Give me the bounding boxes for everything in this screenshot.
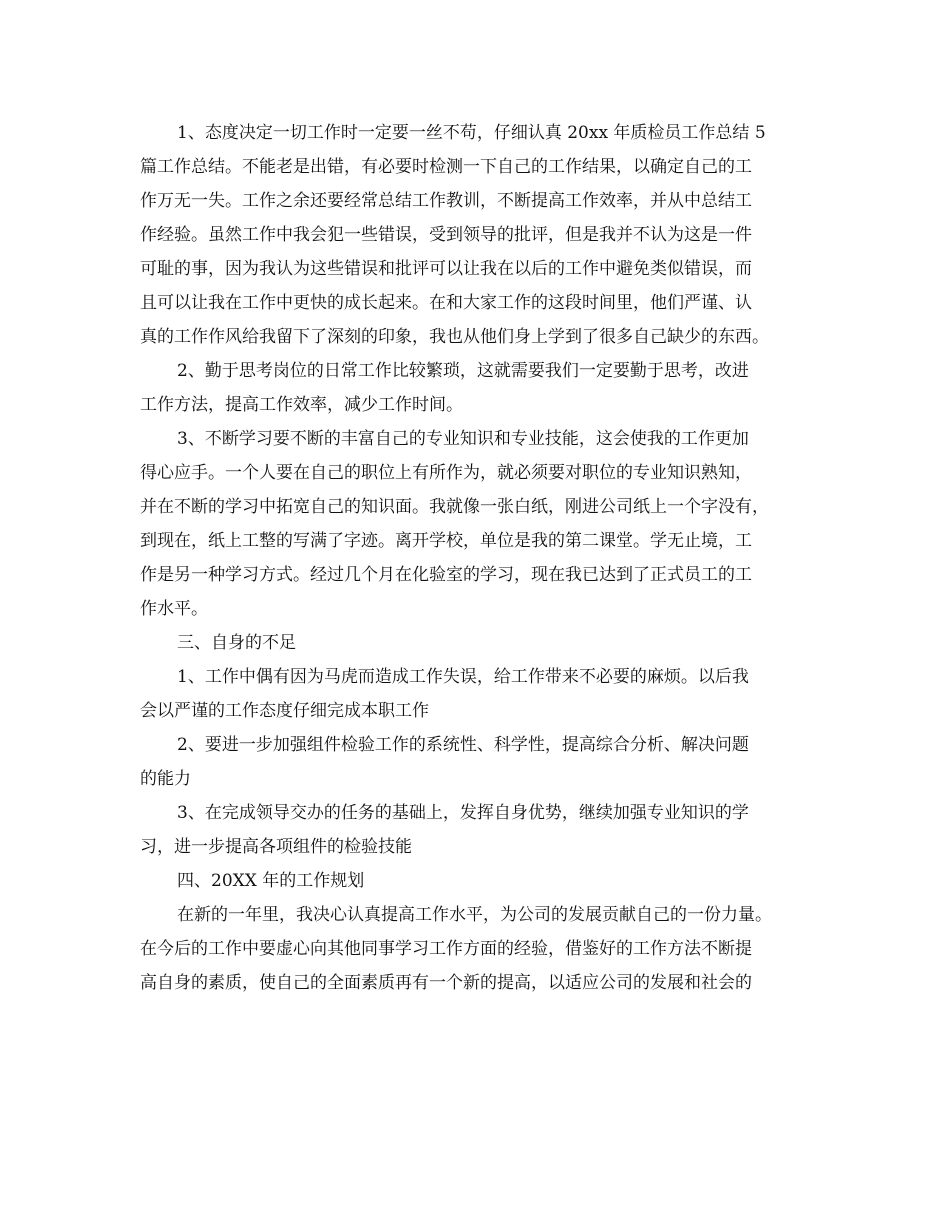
text-line: 习，进一步提高各项组件的检验技能 <box>140 837 412 857</box>
text-line: 会以严谨的工作态度仔细完成本职工作 <box>140 701 429 721</box>
text-line: 到现在，纸上工整的写满了字迹。离开学校，单位是我的第二课堂。学无止境，工 <box>140 531 752 551</box>
text-line: 真的工作作风给我留下了深刻的印象，我也从他们身上学到了很多自己缺少的东西。 <box>140 327 769 347</box>
text-line: 作是另一种学习方式。经过几个月在化验室的学习，现在我已达到了正式员工的工 <box>140 565 752 585</box>
text-line: 在新的一年里，我决心认真提高工作水平，为公司的发展贡献自己的一份力量。 <box>177 905 772 925</box>
text-line: 2、要进一步加强组件检验工作的系统性、科学性，提高综合分析、解决问题 <box>177 735 749 755</box>
text-line: 作万无一失。工作之余还要经常总结工作教训，不断提高工作效率，并从中总结工 <box>140 191 752 211</box>
text-line: 工作方法，提高工作效率，减少工作时间。 <box>140 395 463 415</box>
text-line: 作水平。 <box>140 599 208 619</box>
text-line: 篇工作总结。不能老是出错，有必要时检测一下自己的工作结果，以确定自己的工 <box>140 157 752 177</box>
text-line: 并在不断的学习中拓宽自己的知识面。我就像一张白纸，刚进公司纸上一个字没有， <box>140 497 769 517</box>
text-line: 1、工作中偶有因为马虎而造成工作失误，给工作带来不必要的麻烦。以后我 <box>177 667 749 687</box>
text-line: 在今后的工作中要虚心向其他同事学习工作方面的经验，借鉴好的工作方法不断提 <box>140 939 752 959</box>
text-line: 2、勤于思考岗位的日常工作比较繁琐，这就需要我们一定要勤于思考，改进 <box>177 361 749 381</box>
text-line: 3、不断学习要不断的丰富自己的专业知识和专业技能，这会使我的工作更加 <box>177 429 749 449</box>
section-heading: 三、自身的不足 <box>177 633 296 653</box>
text-line: 1、态度决定一切工作时一定要一丝不苟，仔细认真 20xx 年质检员工作总结 5 <box>177 123 766 143</box>
text-line: 作经验。虽然工作中我会犯一些错误，受到领导的批评，但是我并不认为这是一件 <box>140 225 752 245</box>
text-line: 高自身的素质，使自己的全面素质再有一个新的提高，以适应公司的发展和社会的 <box>140 973 752 993</box>
text-line: 的能力 <box>140 769 191 789</box>
text-line: 3、在完成领导交办的任务的基础上，发挥自身优势，继续加强专业知识的学 <box>177 803 749 823</box>
text-line: 且可以让我在工作中更快的成长起来。在和大家工作的这段时间里，他们严谨、认 <box>140 293 752 313</box>
text-line: 可耻的事，因为我认为这些错误和批评可以让我在以后的工作中避免类似错误，而 <box>140 259 752 279</box>
text-line: 得心应手。一个人要在自己的职位上有所作为，就必须要对职位的专业知识熟知， <box>140 463 752 483</box>
section-heading: 四、20XX 年的工作规划 <box>177 871 365 891</box>
